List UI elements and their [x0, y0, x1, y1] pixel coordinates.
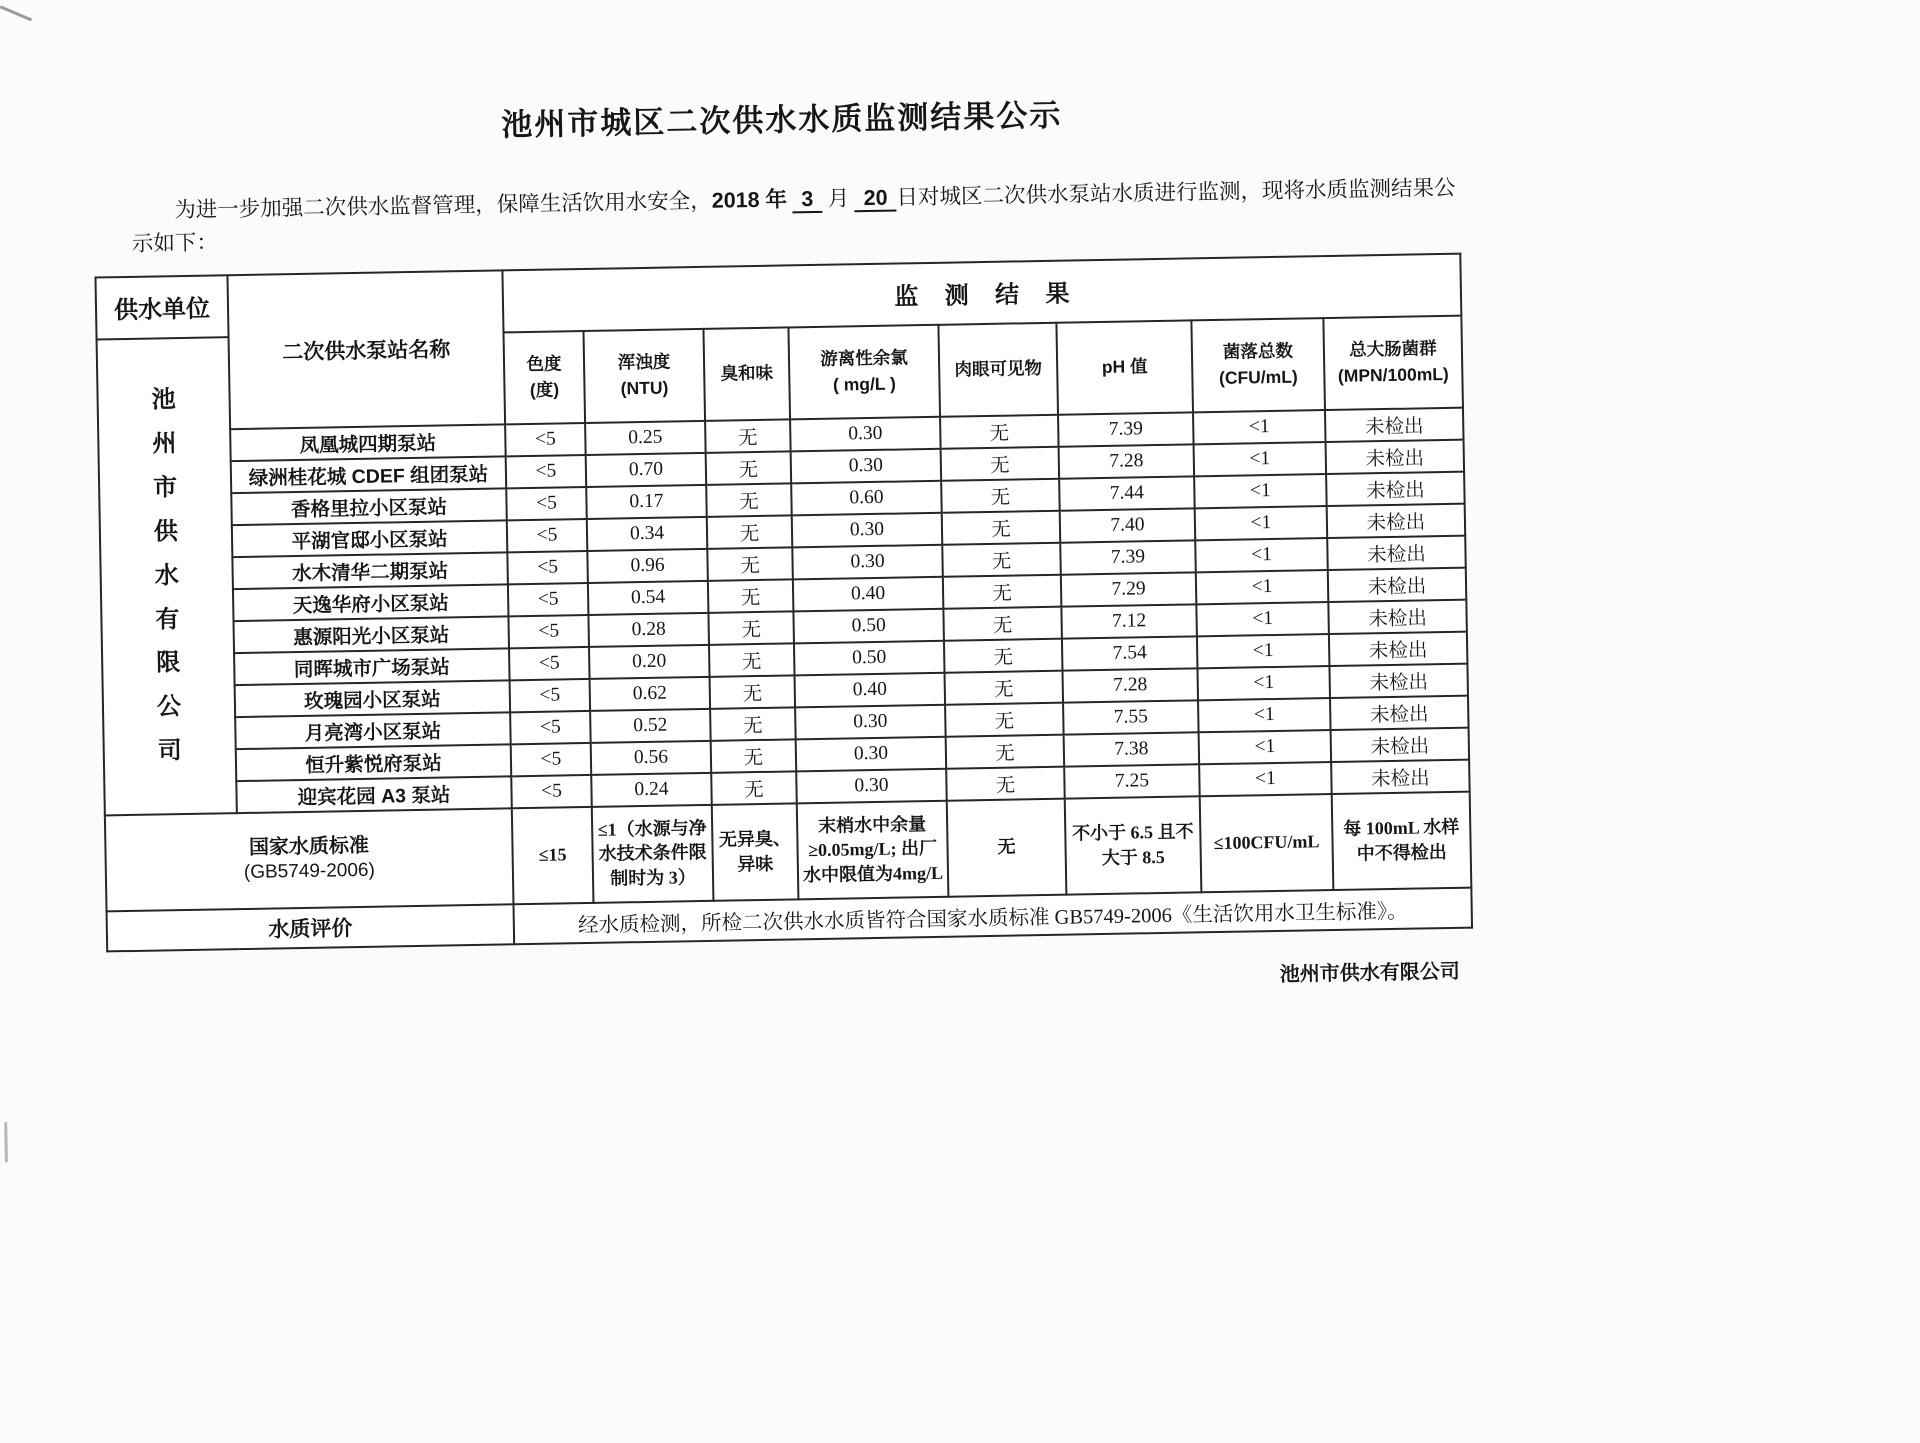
station-name: 天逸华府小区泵站 [233, 584, 509, 621]
value-cell: 无 [711, 739, 797, 772]
column-header [788, 324, 940, 419]
value-cell: 无 [941, 478, 1060, 512]
value-cell: <5 [508, 615, 589, 648]
value-cell: 无 [706, 451, 792, 484]
value-cell: 无 [710, 707, 796, 740]
column-label: 总大肠菌群 [1349, 338, 1437, 360]
value-cell: 未检出 [1326, 471, 1465, 505]
column-header [1056, 320, 1193, 414]
standard-value-cell: ≤1（水源与净水技术条件限制时为 3） [592, 804, 714, 902]
column-header [583, 329, 705, 423]
column-label: 肉眼可见物 [954, 357, 1043, 380]
intro-year: 2018 年 [711, 187, 788, 213]
scan-artifact [4, 1122, 8, 1162]
value-cell: 7.39 [1060, 540, 1196, 574]
value-cell: <5 [509, 647, 590, 680]
value-cell: 无 [708, 611, 794, 644]
value-cell: 7.28 [1059, 444, 1195, 478]
station-name: 凤凰城四期泵站 [230, 424, 506, 461]
value-cell: 0.24 [591, 772, 712, 806]
value-cell: 7.54 [1062, 636, 1198, 670]
value-cell: 未检出 [1328, 599, 1467, 633]
value-cell: <1 [1199, 762, 1332, 796]
column-label: 游离性余氯 [820, 347, 908, 370]
value-cell: 0.25 [585, 421, 706, 455]
standard-value-cell: 无异臭、异味 [712, 803, 799, 900]
value-cell: 未检出 [1331, 727, 1470, 761]
value-cell: 0.30 [795, 704, 946, 739]
value-cell: 7.55 [1063, 700, 1199, 734]
intro-seg2: 日对城区二次供水泵站水质进行监测，现将水质监测结果公示如下： [131, 175, 1456, 257]
value-cell: 无 [708, 579, 794, 612]
station-name: 恒升紫悦府泵站 [236, 744, 512, 781]
scan-artifact [0, 5, 32, 21]
value-cell: 7.40 [1060, 508, 1196, 542]
value-cell: <1 [1194, 474, 1327, 508]
evaluation-label: 水质评价 [107, 904, 515, 951]
value-cell: 0.30 [792, 512, 943, 547]
value-cell: <5 [507, 551, 588, 584]
value-cell: 无 [946, 766, 1065, 800]
value-cell: 0.30 [792, 544, 943, 579]
value-cell: <5 [507, 519, 588, 552]
value-cell: 未检出 [1328, 567, 1467, 601]
value-cell: <1 [1193, 410, 1326, 444]
standard-value-cell: ≤100CFU/mL [1200, 794, 1334, 892]
value-cell: 7.38 [1064, 732, 1200, 766]
column-label: pH 值 [1101, 356, 1148, 377]
column-label: 色度 [526, 353, 562, 375]
station-name: 绿洲桂花城 CDEF 组团泵站 [231, 456, 507, 493]
value-cell: <5 [506, 487, 587, 520]
value-cell: 无 [946, 734, 1065, 768]
value-cell: 0.30 [790, 416, 941, 451]
value-cell: <5 [506, 455, 587, 488]
value-cell: 0.50 [794, 640, 945, 675]
value-cell: 0.28 [588, 612, 709, 646]
station-name: 平湖官邸小区泵站 [232, 520, 508, 557]
value-cell: 无 [710, 675, 796, 708]
value-cell: <1 [1195, 538, 1328, 572]
value-cell: <5 [511, 775, 592, 808]
value-cell: 7.28 [1062, 668, 1198, 702]
value-cell: <1 [1197, 666, 1330, 700]
value-cell: 无 [707, 547, 793, 580]
value-cell: 无 [945, 670, 1064, 704]
page-title: 池州市城区二次供水水质监测结果公示 [501, 97, 1063, 143]
value-cell: 无 [711, 771, 797, 804]
value-cell: 未检出 [1327, 503, 1466, 537]
value-cell: 无 [707, 515, 793, 548]
value-cell: 0.52 [590, 708, 711, 742]
column-header [1191, 318, 1325, 412]
column-sublabel: (CFU/mL) [1218, 366, 1298, 388]
value-cell: 未检出 [1326, 439, 1465, 473]
value-cell: 未检出 [1327, 535, 1466, 569]
value-cell: 0.62 [590, 676, 711, 710]
value-cell: 未检出 [1329, 663, 1468, 697]
value-cell: <1 [1194, 442, 1327, 476]
standard-value-cell: 不小于 6.5 且不大于 8.5 [1065, 796, 1202, 894]
value-cell: 0.50 [793, 608, 944, 643]
value-cell: <5 [505, 423, 586, 456]
value-cell: 未检出 [1330, 695, 1469, 729]
value-cell: 无 [943, 606, 1062, 640]
value-cell: 0.20 [589, 644, 710, 678]
column-label: 菌落总数 [1222, 340, 1294, 363]
company-signature: 池州市供水有限公司 [1279, 960, 1460, 986]
value-cell: 0.34 [587, 517, 708, 551]
supplier-cell [97, 337, 237, 815]
station-name: 惠源阳光小区泵站 [233, 616, 509, 653]
standard-value-cell: 每 100mL 水样中不得检出 [1332, 791, 1472, 889]
result-group-header: 监测结果 [502, 253, 1461, 332]
value-cell: 7.12 [1061, 604, 1197, 638]
value-cell: 0.30 [796, 736, 947, 771]
value-cell: <1 [1197, 634, 1330, 668]
value-cell: 0.60 [791, 480, 942, 515]
value-cell: 0.96 [587, 548, 708, 582]
value-cell: 无 [944, 638, 1063, 672]
value-cell: <5 [508, 583, 589, 616]
value-cell: 7.25 [1064, 764, 1200, 798]
standard-value-cell: 无 [947, 798, 1067, 896]
column-header [1323, 315, 1463, 409]
value-cell: <1 [1195, 506, 1328, 540]
column-sublabel: (度) [529, 379, 560, 400]
value-cell: <5 [510, 679, 591, 712]
supplier-vertical-text: 池州市供水有限公司 [151, 386, 182, 765]
value-cell: <1 [1196, 570, 1329, 604]
value-cell: 0.30 [791, 448, 942, 483]
station-column-header: 二次供水泵站名称 [227, 270, 505, 429]
column-header [703, 327, 790, 420]
station-name: 玫瑰园小区泵站 [235, 680, 511, 717]
column-sublabel: ( mg/L ) [832, 373, 897, 395]
evaluation-text: 经水质检测，所检二次供水水质皆符合国家水质标准 GB5749-2006《生活饮用水卫生标准》。 [513, 887, 1472, 944]
station-name: 同晖城市广场泵站 [234, 648, 510, 685]
value-cell: 无 [943, 574, 1062, 608]
value-cell: <1 [1198, 698, 1331, 732]
column-label: 臭和味 [720, 362, 774, 384]
value-cell: 无 [709, 643, 795, 676]
intro-seg1: 为进一步加强二次供水监督管理，保障生活饮用水安全， [174, 188, 712, 223]
value-cell: 0.30 [796, 768, 947, 803]
value-cell: 未检出 [1331, 759, 1470, 793]
station-name: 香格里拉小区泵站 [231, 488, 507, 525]
value-cell: 无 [940, 414, 1059, 448]
value-cell: 7.29 [1061, 572, 1197, 606]
value-cell: 0.56 [591, 740, 712, 774]
standard-gb-code: (GB5749-2006) [243, 860, 376, 884]
corner-header: 供水单位 [95, 275, 228, 339]
column-sublabel: (NTU) [620, 377, 669, 398]
monitoring-results-table [94, 252, 1473, 952]
intro-day-value: 20 [854, 186, 896, 213]
standard-value-cell: 末梢水中余量≥0.05mg/L; 出厂水中限值为4mg/L [797, 800, 949, 899]
column-sublabel: (MPN/100mL) [1337, 363, 1449, 386]
value-cell: <5 [511, 743, 592, 776]
value-cell: 无 [941, 446, 1060, 480]
value-cell: 0.40 [793, 576, 944, 611]
value-cell: 无 [942, 542, 1061, 576]
value-cell: 0.40 [795, 672, 946, 707]
value-cell: 7.44 [1059, 476, 1195, 510]
standard-value-cell: ≤15 [512, 807, 594, 904]
value-cell: 无 [945, 702, 1064, 736]
value-cell: 未检出 [1329, 631, 1468, 665]
intro-month-label: 月 [827, 186, 850, 211]
value-cell: 未检出 [1325, 407, 1464, 441]
value-cell: 0.17 [586, 485, 707, 519]
intro-month-value: 3 [792, 187, 822, 214]
intro-paragraph [131, 172, 1462, 262]
value-cell: 无 [705, 419, 791, 452]
standard-label: 国家水质标准 [248, 835, 370, 860]
value-cell: 无 [942, 510, 1061, 544]
column-header [503, 331, 585, 424]
value-cell: <5 [510, 711, 591, 744]
station-name: 水木清华二期泵站 [232, 552, 508, 589]
column-label: 浑浊度 [617, 351, 671, 373]
value-cell: 7.39 [1058, 412, 1194, 446]
value-cell: 0.70 [586, 453, 707, 487]
value-cell: <1 [1199, 730, 1332, 764]
column-header [938, 322, 1058, 416]
station-name: 月亮湾小区泵站 [235, 712, 511, 749]
standard-label-cell [105, 808, 514, 911]
value-cell: <1 [1196, 602, 1329, 636]
value-cell: 0.54 [588, 580, 709, 614]
station-name: 迎宾花园 A3 泵站 [236, 776, 512, 813]
value-cell: 无 [706, 483, 792, 516]
